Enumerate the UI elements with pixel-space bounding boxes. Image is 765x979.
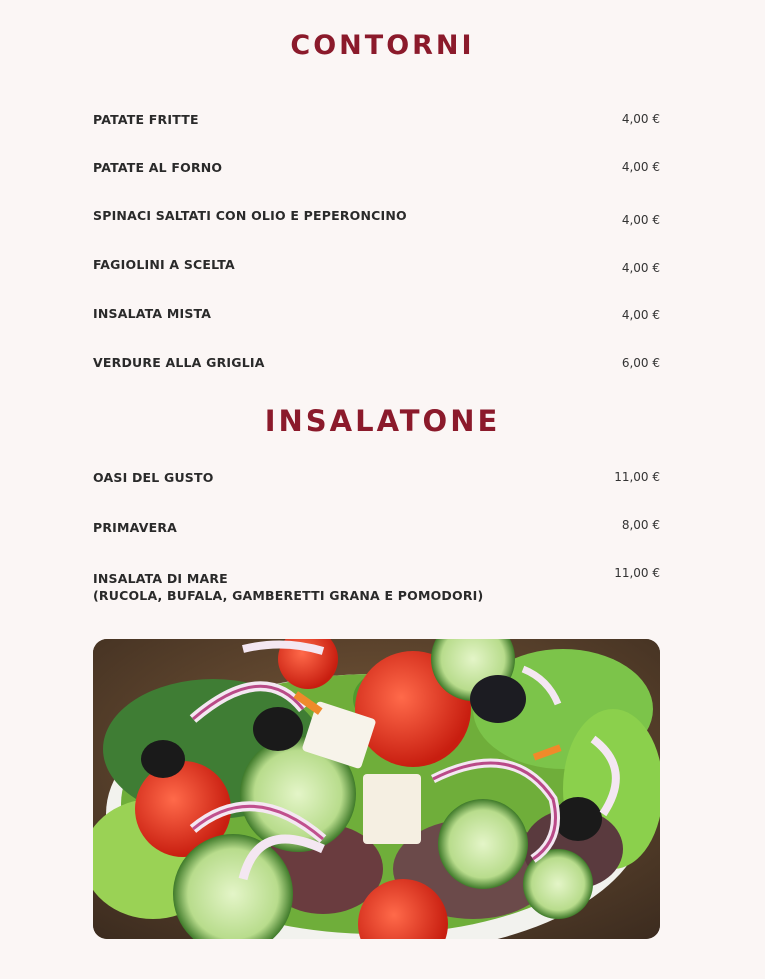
menu-item (93, 306, 660, 321)
menu-item-price: 4,00 € (621, 308, 660, 322)
salad-bowl-image (93, 639, 660, 939)
menu-item-name: FAGIOLINI A SCELTA (93, 257, 235, 272)
menu-item (93, 112, 660, 127)
menu-item-price: 4,00 € (621, 261, 660, 275)
menu-item-price: 4,00 € (621, 213, 660, 227)
menu-item (93, 160, 660, 175)
menu-item-name: OASI DEL GUSTO (93, 470, 214, 485)
menu-item-description: (RUCOLA, BUFALA, GAMBERETTI GRANA E POMODORI) (93, 588, 484, 603)
menu-item (93, 566, 660, 603)
menu-item-name: INSALATA MISTA (93, 306, 212, 321)
menu-item-price: 11,00 € (614, 470, 660, 484)
menu-item-name: SPINACI SALTATI CON OLIO E PEPERONCINO (93, 208, 407, 223)
menu-item-price: 11,00 € (614, 566, 660, 580)
menu-item-name: PRIMAVERA (93, 520, 178, 535)
menu-item (93, 355, 660, 370)
menu-item-name: VERDURE ALLA GRIGLIA (93, 355, 265, 370)
menu-item (93, 208, 660, 227)
menu-item-name: INSALATA DI MARE (93, 571, 228, 586)
section-title-contorni: CONTORNI (290, 30, 475, 61)
menu-item (93, 520, 660, 535)
section-title-insalatone: INSALATONE (264, 404, 501, 438)
menu-item (93, 470, 660, 485)
menu-item-price: 8,00 € (621, 518, 660, 532)
menu-item (93, 257, 660, 275)
menu-item-price: 6,00 € (621, 356, 660, 370)
menu-item-price: 4,00 € (621, 160, 660, 174)
menu-item-price: 4,00 € (621, 112, 660, 126)
menu-item-name: PATATE AL FORNO (93, 160, 223, 175)
menu-item-name: PATATE FRITTE (93, 112, 199, 127)
